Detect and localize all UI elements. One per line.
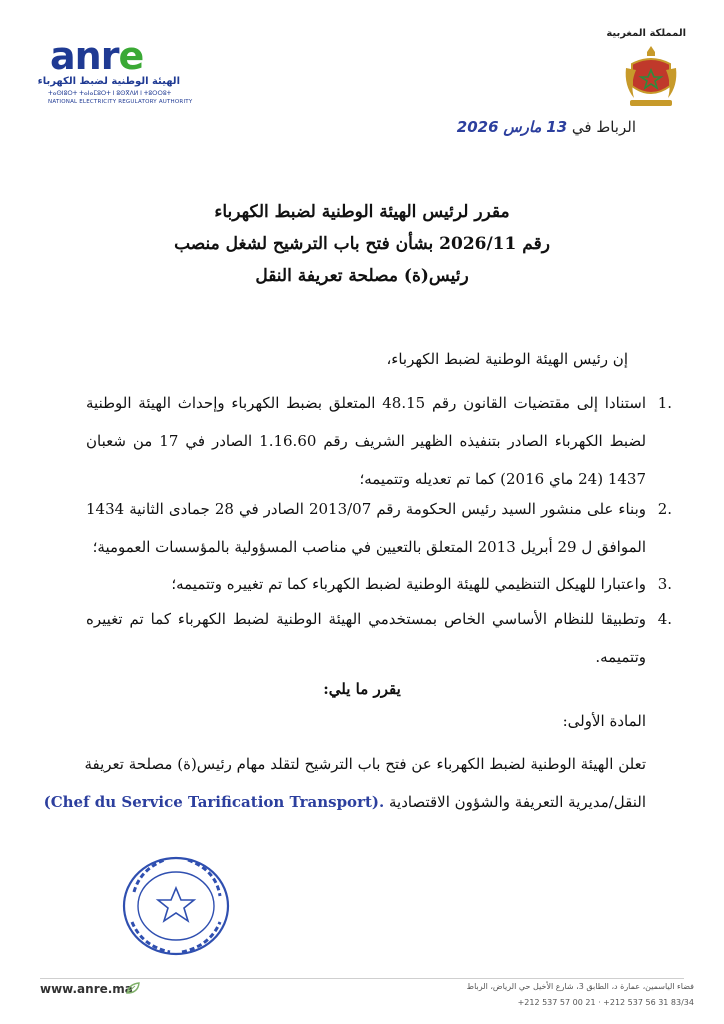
leaf-icon	[124, 980, 142, 996]
item-number: 1.	[657, 394, 672, 412]
item-number: 3.	[657, 575, 672, 593]
article-line-2	[43, 783, 646, 821]
article-one-heading: المادة الأولى:	[562, 712, 646, 730]
date-year: 2026	[456, 118, 499, 136]
royal-emblem-icon	[622, 44, 680, 110]
footer-divider	[40, 978, 684, 979]
item-line: الموافق ل 29 أبريل 2013 المتعلق بالتعيين في مناصب المسؤولية بالمؤسسات العمومية؛	[92, 538, 646, 556]
item-number: 2.	[657, 500, 672, 518]
item-line: وتطبيقا للنظام الأساسي الخاص بمستخدمي الهيئة الوطنية لضبط الكهرباء كما تم تغييره	[86, 610, 646, 628]
kingdom-label: المملكة المغربية	[606, 28, 686, 39]
date-place: الرباط في	[571, 118, 636, 136]
item-line: استنادا إلى مقتضيات القانون رقم 48.15 المتعلق بضبط الكهرباء وإحداث الهيئة الوطنية	[86, 394, 646, 412]
article-one-body	[43, 745, 646, 821]
anre-logo	[37, 34, 193, 110]
preamble-item-2	[86, 490, 672, 566]
decides-heading: يقرر ما يلي:	[323, 680, 401, 698]
preamble-item-4	[86, 600, 672, 676]
preamble-item-1	[86, 384, 672, 498]
footer-address: فضاء الياسمين، عمارة د، الطابق 3، شارع الأخيل حي الرياض، الرباط	[466, 982, 694, 991]
item-line: واعتبارا للهيكل التنظيمي للهيئة الوطنية لضبط الكهرباء كما تم تغييره وتتميمه؛	[171, 575, 646, 593]
logo-wordmark-main: anr	[50, 34, 119, 78]
date-day: 13	[546, 118, 568, 136]
footer-website: www.anre.ma	[40, 982, 133, 996]
article-line-2-arabic: النقل/مديرية التعريفة والشؤون الاقتصادية	[389, 793, 646, 811]
article-line-2-french: (Chef du Service Tarification Transport).	[43, 793, 385, 811]
logo-wordmark-accent: e	[118, 34, 144, 78]
logo-wordmark	[50, 36, 143, 76]
item-line: وبناء على منشور السيد رئيس الحكومة رقم 2013/07 الصادر في 28 جمادى الثانية 1434	[86, 500, 646, 518]
logo-tifinagh-name: ⵜⴰⵙⵏⵓⵔⵜ ⵜⴰⵏⴰⵎⵓⵔⵜ ⵏ ⵓⵙⴳⴷⵍ ⵏ ⵜⵓⵔⵔⵓⵜ	[48, 90, 172, 97]
preamble-item-3	[86, 565, 672, 603]
logo-arabic-name: الهيئة الوطنية لضبط الكهرباء	[37, 76, 180, 87]
preamble-intro: إن رئيس الهيئة الوطنية لضبط الكهرباء،	[386, 350, 628, 368]
item-line: لضبط الكهرباء الصادر بتنفيذه الظهير الشريف رقم 1.16.60 الصادر في 17 من شعبان	[86, 432, 647, 450]
item-number: 4.	[657, 610, 672, 628]
logo-english-name: NATIONAL ELECTRICITY REGULATORY AUTHORITY	[48, 99, 193, 105]
decision-title-line-1: مقرر لرئيس الهيئة الوطنية لضبط الكهرباء	[214, 202, 510, 222]
footer-phones: +212 537 57 00 21 · +212 537 56 31 83/34	[517, 998, 694, 1007]
decision-title-line-3: رئيس(ة) مصلحة تعريفة النقل	[255, 266, 469, 286]
official-seal-stamp	[116, 852, 236, 960]
date-month: مارس	[503, 118, 542, 136]
date-line	[457, 118, 636, 136]
article-line-1: تعلن الهيئة الوطنية لضبط الكهرباء عن فتح باب الترشيح لتقلد مهام رئيس(ة) مصلحة تعريفة	[84, 755, 646, 773]
item-line: 1437 (24 ماي 2016) كما تم تعديله وتتميمه؛	[359, 470, 646, 488]
item-line: وتتميمه.	[595, 648, 646, 666]
decision-title-line-2: رقم 2026/11 بشأن فتح باب الترشيح لشغل منصب	[174, 234, 550, 254]
